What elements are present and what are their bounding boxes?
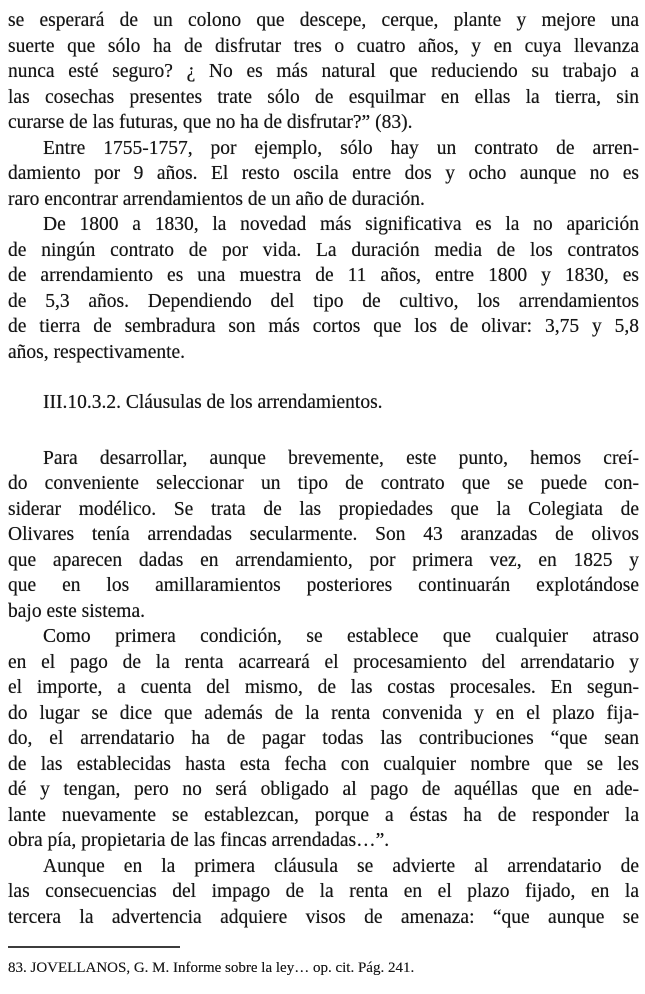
text-line: las consecuencias del impago de la renta en el plazo fijado, en la — [8, 881, 639, 902]
text-line: Para desarrollar, aunque brevemente, este punto, hemos creí- — [43, 447, 639, 469]
text-line: nunca esté seguro? ¿ No es más natural que reduciendo su trabajo a — [8, 61, 639, 82]
footnote-section — [8, 946, 639, 977]
footnote-text: 83. JOVELLANOS, G. M. Informe sobre la ley… op. cit. Pág. 241. — [8, 960, 415, 976]
text-line: raro encontrar arrendamientos de un año de duración. — [8, 188, 425, 210]
footnote-separator-rule — [8, 946, 180, 948]
text-line: dé y tengan, pero no será obligado al pago de aquéllas que en ade- — [8, 779, 639, 800]
text-line: damiento por 9 años. El resto oscila entre dos y ocho aunque no es — [8, 163, 639, 184]
text-line: el importe, a cuenta del mismo, de las costas procesales. En segun- — [8, 677, 639, 698]
text-line: que en los amillaramientos posteriores continuarán explotándose — [8, 575, 639, 596]
text-line: de 5,3 años. Dependiendo del tipo de cultivo, los arrendamientos — [8, 290, 639, 312]
text-line: las cosechas presentes trate sólo de esquilmar en ellas la tierra, sin — [8, 86, 639, 108]
text-line: Entre 1755-1757, por ejemplo, sólo hay un contrato de arren- — [43, 137, 639, 159]
text-line: siderar modélico. Se trata de las propiedades que la Colegiata de — [8, 498, 639, 520]
text-line: Aunque en la primera cláusula se advierte al arrendatario de — [43, 855, 639, 877]
paragraph — [8, 136, 639, 213]
text-line: de arrendamiento es una muestra de 11 años, entre 1800 y 1830, es — [8, 265, 639, 286]
text-line: Olivares tenía arrendadas secularmente. Son 43 aranzadas de olivos — [8, 524, 639, 545]
text-line: do, el arrendatario ha de pagar todas las contribuciones “que sean — [8, 728, 639, 749]
text-line: curarse de las futuras, que no ha de disfrutar?” (83). — [8, 112, 413, 133]
text-line: años, respectivamente. — [8, 341, 186, 363]
heading-line: III.10.3.2. Cláusulas de los arrendamientos. — [43, 392, 383, 413]
text-line: do lugar se dice que además de la renta convenida y en el plazo fija- — [8, 702, 639, 724]
paragraph — [8, 446, 639, 625]
text-line: obra pía, propietaria de las fincas arrendadas…”. — [8, 830, 390, 851]
text-line: do conveniente seleccionar un tipo de contrato que se puede con- — [8, 473, 639, 494]
text-line: De 1800 a 1830, la novedad más significativa es la no aparición — [43, 214, 639, 235]
paragraph — [8, 624, 639, 854]
text-line: que aparecen dadas en arrendamiento, por primera vez, en 1825 y — [8, 549, 639, 571]
text-line: bajo este sistema. — [8, 600, 146, 622]
paragraph — [8, 854, 639, 931]
text-line: lante nuevamente se establezcan, porque a éstas ha de responder la — [8, 804, 639, 826]
text-line: suerte que sólo ha de disfrutar tres o cuatro años, y en cuya llevanza — [8, 35, 639, 57]
text-line: en el pago de la renta acarreará el procesamiento del arrendatario y — [8, 651, 639, 673]
text-line: de las establecidas hasta esta fecha con cualquier nombre que se les — [8, 753, 639, 775]
text-line: de ningún contrato de por vida. La duración media de los contratos — [8, 239, 639, 261]
text-line: tercera la advertencia adquiere visos de amenaza: “que aunque se — [8, 906, 639, 928]
section-heading — [8, 390, 639, 416]
text-line: de tierra de sembradura son más cortos que los de olivar: 3,75 y 5,8 — [8, 316, 639, 337]
paragraph — [8, 8, 639, 136]
text-line: se esperará de un colono que descepe, cerque, plante y mejore una — [8, 10, 639, 31]
text-line: Como primera condición, se establece que cualquier atraso — [43, 626, 639, 647]
paragraph — [8, 212, 639, 365]
body-text — [8, 8, 639, 930]
